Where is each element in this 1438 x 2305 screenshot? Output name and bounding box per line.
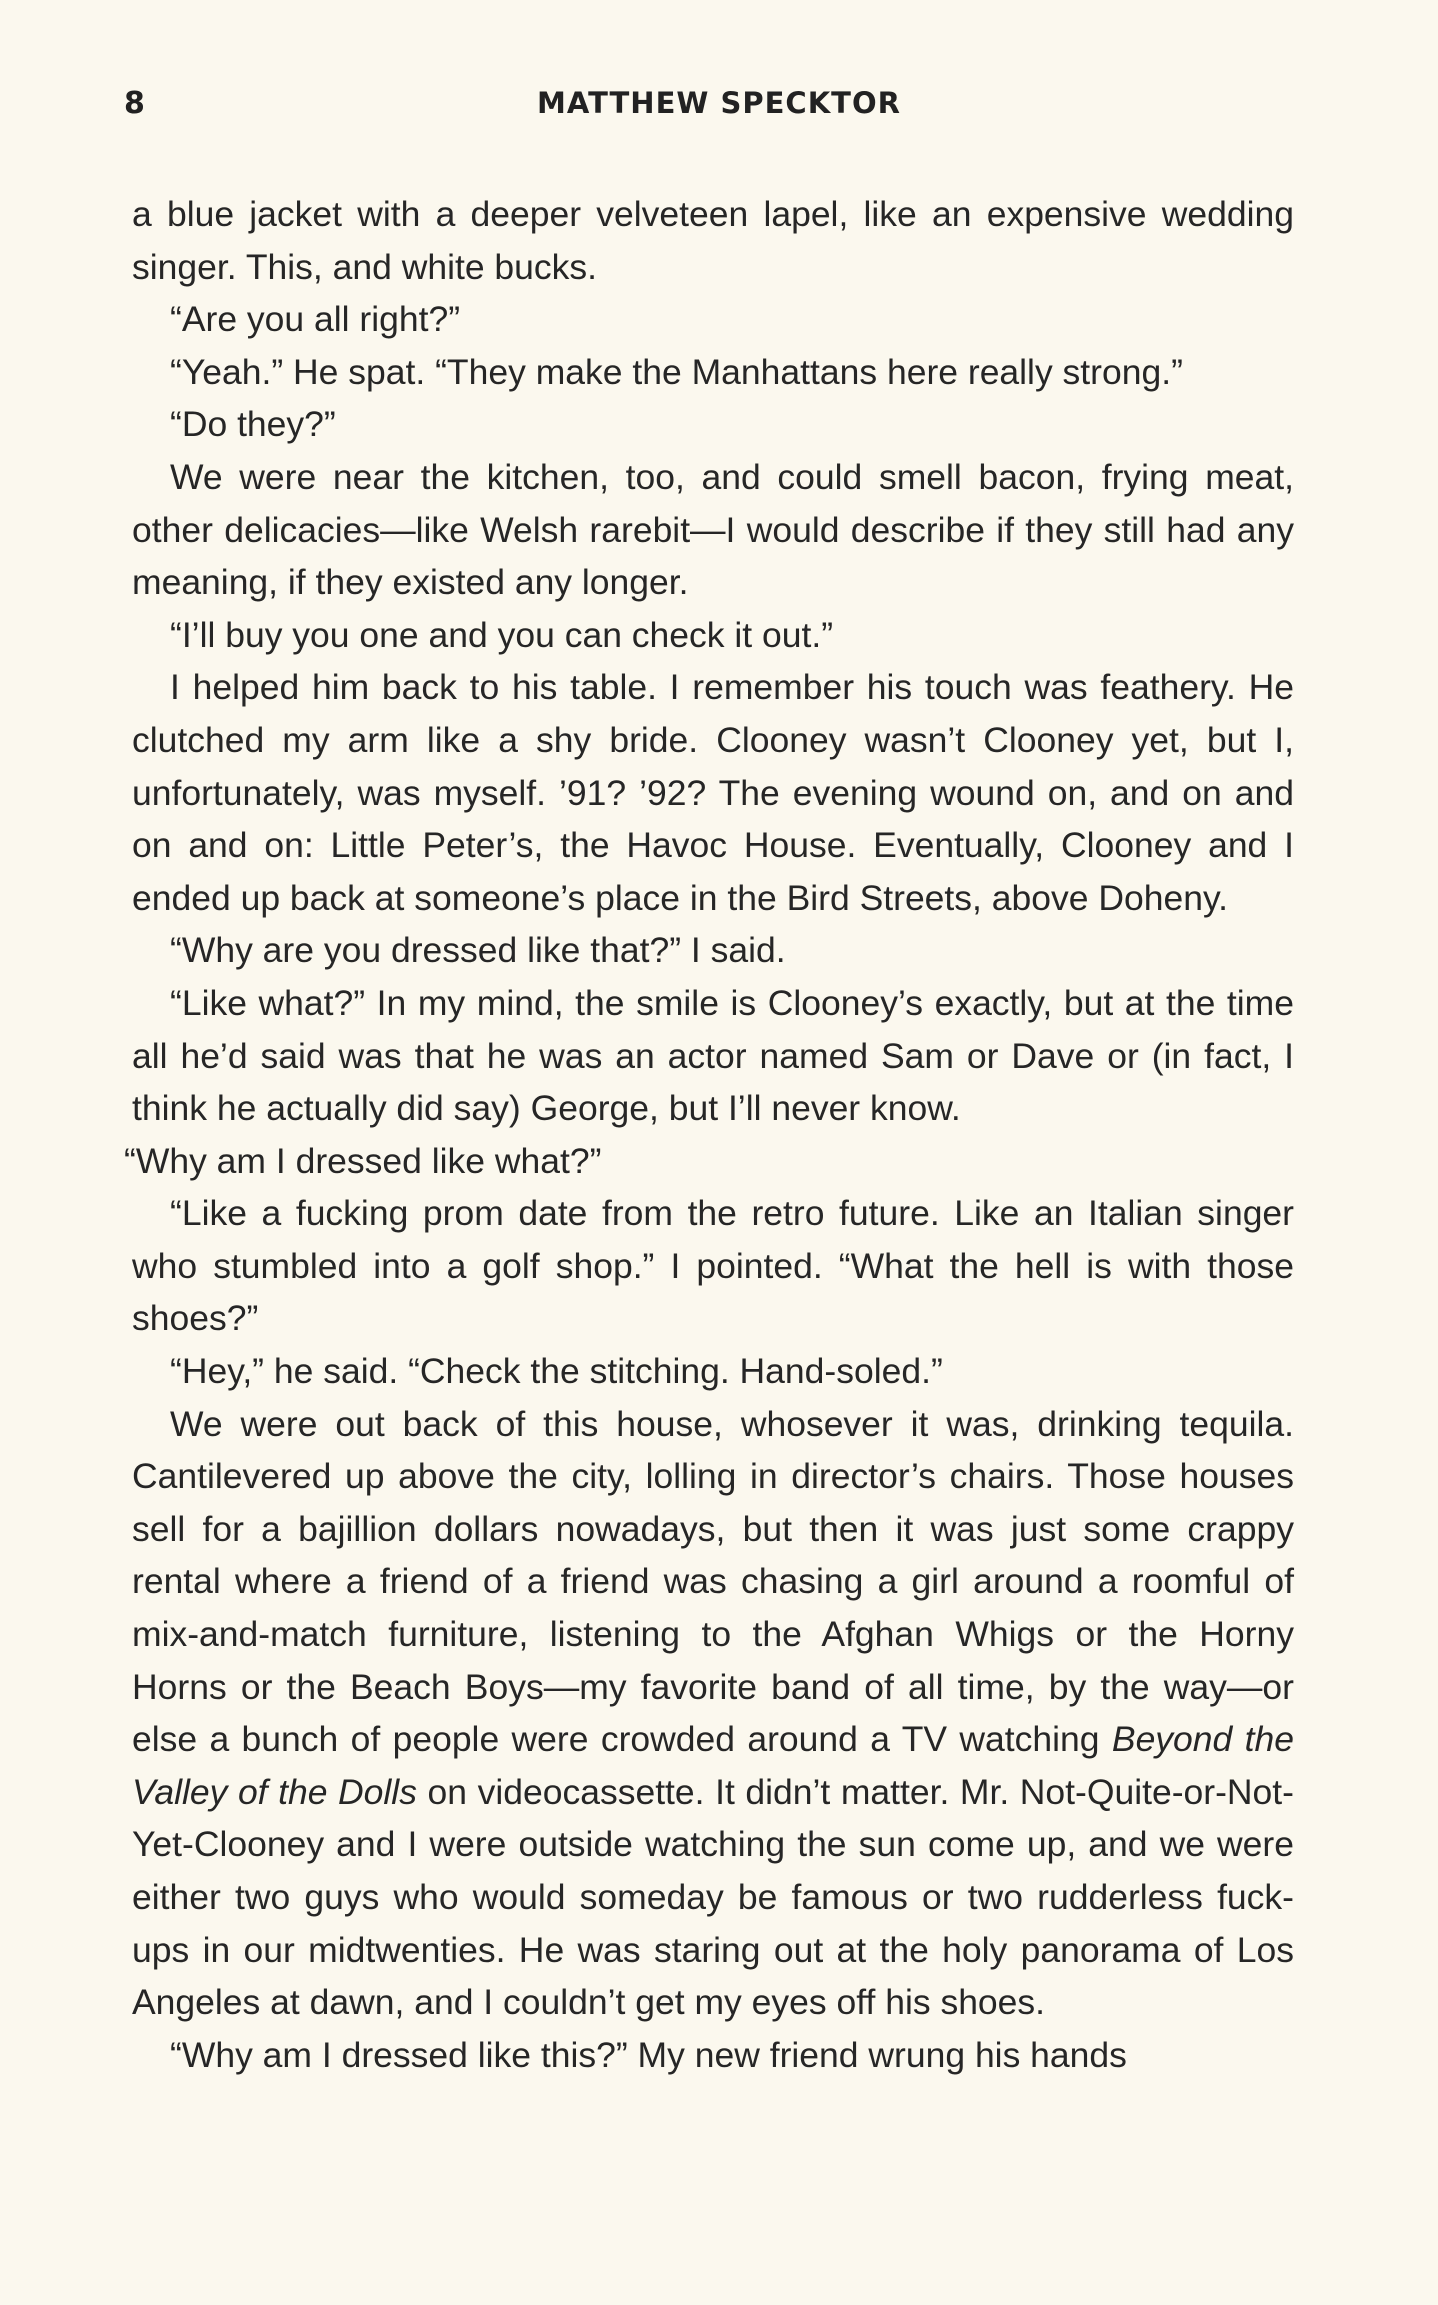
paragraph: We were near the kitchen, too, and could smell bacon, frying meat, other delicacies—like Welsh rarebit—I would describe if they still had any meaning, if they existed any longer. (132, 456, 1294, 603)
page-header (0, 80, 1438, 130)
paragraph: I helped him back to his table. I remember his touch was feathery. He clutched my arm like a shy bride. Clooney wasn’t Clooney yet, but I, unfortunately, was myself. ’91? ’92? The evening wound on, and on and on and on: Little Peter’s, the Havoc House. Eventually, Clooney and I ended up back at someone’s place in the Bird Streets, above Doheny. (132, 667, 1294, 918)
paragraph: “Why are you dressed like that?” I said. (170, 930, 786, 971)
paragraph: “Are you all right?” (170, 299, 461, 340)
paragraph-text: on videocassette. It didn’t matter. Mr. Not-Quite-or-Not-Yet-Clooney and I were outside watching the sun come up, and we were either two guys who would someday be famous or two rudderless fuck-ups in our midtwenties. He was staring out at the holy panorama of Los Angeles at dawn, and I couldn’t get my eyes off his shoes. (132, 1771, 1294, 2023)
film-title: Beyond the Valley of the Dolls (132, 1719, 1294, 1812)
body-text (124, 188, 1294, 2081)
paragraph-text: We were out back of this house, whosever it was, drinking tequila. Cantilevered up above the city, lolling in director’s chairs. Those houses sell for a bajillion dollars nowadays, but then it was just some crappy rental where a friend of a friend was chasing a girl around a roomful of mix-and-match furniture, listening to the Afghan Whigs or the Horny Horns or the Beach Boys—my favorite band of all time, by the way—or else a bunch of people were crowded around a TV watching (132, 1403, 1294, 1760)
page-number: 8 (124, 86, 145, 121)
paragraph (132, 1398, 1294, 2029)
running-head-author: MATTHEW SPECKTOR (537, 86, 901, 120)
paragraph: “Why am I dressed like this?” My new friend wrung his hands (170, 2034, 1127, 2075)
paragraph: “Like a fucking prom date from the retro future. Like an Italian singer who stumbled into a golf shop.” I pointed. “What the hell is with those shoes?” (132, 1193, 1294, 1339)
paragraph: “Why am I dressed like what?” (124, 1140, 602, 1181)
paragraph: “I’ll buy you one and you can check it out.” (170, 614, 834, 655)
paragraph: “Like what?” In my mind, the smile is Clooney’s exactly, but at the time all he’d said was that he was an actor named Sam or Dave or (in fact, I think he actually did say) George, but I’ll never know. (132, 982, 1294, 1129)
paragraph: “Do they?” (170, 404, 336, 445)
paragraph: a blue jacket with a deeper velveteen lapel, like an expensive wedding singer. This, and white bucks. (132, 194, 1294, 287)
paragraph: “Hey,” he said. “Check the stitching. Hand-soled.” (170, 1351, 943, 1392)
paragraph: “Yeah.” He spat. “They make the Manhattans here really strong.” (170, 351, 1183, 392)
